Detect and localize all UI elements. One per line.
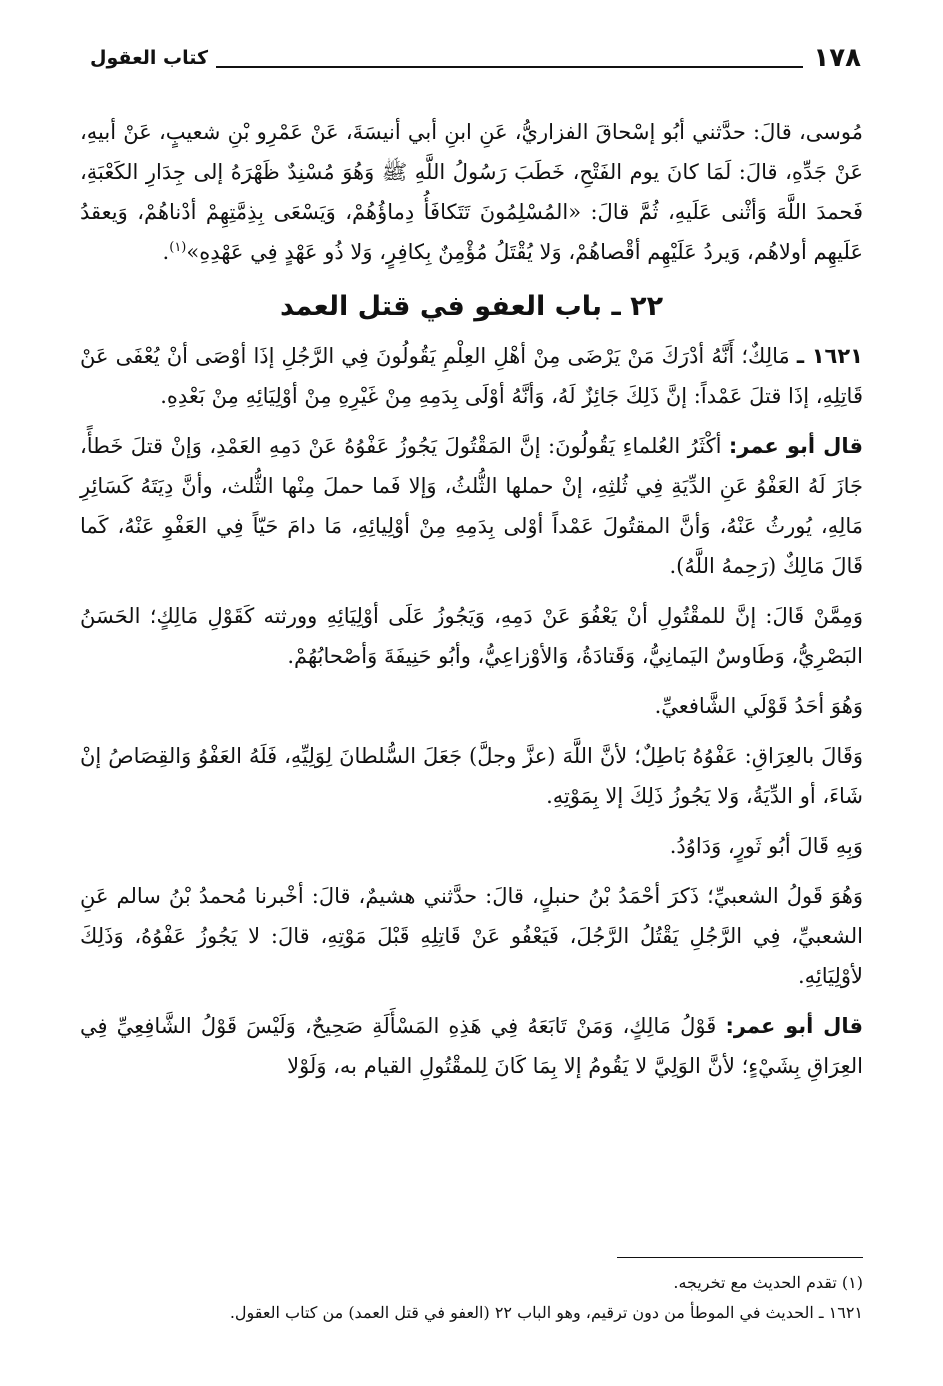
footnote: (١) تقدم الحديث مع تخريجه. bbox=[673, 1273, 863, 1292]
running-header bbox=[90, 28, 861, 78]
paragraph bbox=[80, 112, 863, 272]
paragraph: وَمِمَّنْ قَالَ: إنَّ للمقْتُولِ أنْ يَعْفُوَ عَنْ دَمِهِ، وَيَجُوزُ عَلَى أوْلِيَائِهِ وورثته كَقَوْلِ مَالِكٍ؛ الحَسَنُ البَصْرِيُّ، وَطَاوسٌ اليَمانِيُّ، وَقَتادَةُ، وَالأوْزاعِيُّ، وأبُو حَنِيفَةَ وَأصْحابُهُمْ. bbox=[80, 604, 863, 668]
speaker-label: قال أبو عمر: bbox=[725, 1014, 863, 1038]
footnote-divider bbox=[617, 1257, 863, 1258]
hadith-number: ١٦٢١ ـ bbox=[796, 344, 863, 368]
paragraph: وَبِهِ قَالَ أبُو ثَورٍ، وَدَاوُدُ. bbox=[669, 834, 863, 858]
paragraph: وَهُوَ قَولُ الشعبيِّ؛ ذَكرَ أحْمَدُ بْنُ حنبلٍ، قالَ: حدَّثني هشيمٌ، قالَ: أخْبرنا مُحمدُ بْنُ سالم عَنِ الشعبيِّ، فِي الرَّجُلِ يَقْتُلُ الرَّجُلَ، فَيَعْفُو عَنْ قَاتِلِهِ قَبْلَ مَوْتِهِ، قالَ: لا يَجُوزُ عَفْوُهُ، وَذَلِكَ لأوْلِيَائِهِ. bbox=[80, 884, 863, 988]
paragraph-text: مُوسى، قالَ: حدَّثني أبُو إسْحاقَ الفزاريُّ، عَنِ ابنِ أبي أنيسَةَ، عَنْ عَمْرِو بْنِ شعيبٍ، عَنْ أبيهِ، عَنْ جَدِّهِ، قالَ: لَمَا كانَ يوم الفَتْحِ، خَطَبَ رَسُولُ اللَّهِ ﷺ وَهُوَ مُسْنِدٌ ظَهْرَهُ إلى جِدَارِ الكَعْبَةِ، فَحمدَ اللَّهَ وَأثْنى عَلَيهِ، ثُمَّ قالَ: «المُسْلِمُونَ تَتَكافَأُ دِماؤُهُمْ، وَيَسْعَى بِذِمَّتِهِمْ أدْناهُمْ، وَيعقدُ عَلَيهِم أولاهُم، وَيردُ عَلَيْهِم أقْصاهُمْ، وَلا يُقْتَلُ مُؤْمِنٌ بِكافِرٍ، وَلا ذُو عَهْدٍ فِي عَهْدِهِ» bbox=[80, 120, 863, 264]
footnote-reference: (١) bbox=[169, 240, 187, 255]
footnotes bbox=[80, 1268, 863, 1328]
speaker-label: قال أبو عمر: bbox=[728, 434, 863, 458]
footnote: ١٦٢١ ـ الحديث في الموطأ من دون ترقيم، وهو الباب ٢٢ (العفو في قتل العمد) من كتاب العقول. bbox=[229, 1303, 863, 1322]
paragraph-text: مَالِكٌ؛ أَنَّهُ أدْرَكَ مَنْ يَرْضَى مِنْ أهْلِ العِلْمِ يَقُولُونَ فِي الرَّجُلِ إذَا أوْصَى أنْ يُعْفَى عَنْ قَاتِلِهِ، إذَا قتلَ عَمْداً: إنَّ ذَلِكَ جَائِزٌ لَهُ، وَأنَّهُ أوْلَى بِدَمِهِ مِنْ غَيْرِهِ مِنْ أوْلِيَائِهِ مِنْ بَعْدِهِ. bbox=[80, 344, 863, 408]
section-heading: ٢٢ ـ باب العفو في قتل العمد bbox=[279, 291, 664, 322]
header-rule bbox=[216, 66, 803, 68]
main-text bbox=[80, 112, 863, 1096]
paragraph bbox=[80, 336, 863, 416]
page-number: ١٧٨ bbox=[813, 43, 861, 73]
paragraph-text: قَوْلُ مَالِكٍ، وَمَنْ تَابَعَهُ فِي هَذِهِ المَسْأَلَةِ صَحِيحٌ، وَلَيْسَ قَوْلُ الشَّافِعِيِّ فِي العِرَاقِ بِشَيْءٍ؛ لأنَّ الوَلِيَّ لا يَقُومُ إلا بِمَا كَانَ لِلمقْتُولِ القيام به، وَلَوْلا bbox=[80, 1014, 863, 1078]
paragraph-end: . bbox=[162, 240, 170, 264]
book-title: كتاب العقول bbox=[90, 47, 209, 69]
paragraph bbox=[80, 426, 863, 586]
paragraph-text: أكْثَرُ العُلماءِ يَقُولُونَ: إنَّ المَقْتُولَ يَجُوزُ عَفْوُهُ عَنْ دَمِهِ العَمْدِ، وَإنْ قتلَ خَطأً، جَازَ لَهُ العَفْوُ عَنِ الدِّيَةِ فِي ثُلثِهِ، إنْ حملها الثُّلثُ، وَإلا فَما حملَ مِنْها الثُّلث، وأنَّ دِيَتَهُ كَسَائِرِ مَالِهِ، يُورثُ عَنْهُ، وَأنَّ المقتُولَ عَمْداً أوْلى بِدَمِهِ مِنْ أوْلِيائِهِ، مَا دامَ حَيّاً فِي العَفْوِ عَنْهُ، كَما قَالَ مَالِكٌ (رَحِمهُ اللَّهُ). bbox=[80, 434, 863, 578]
paragraph: وَقَالَ بالعِرَاقِ: عَفْوُهُ بَاطِلٌ؛ لأنَّ اللَّهَ (عزَّ وجلَّ) جَعَلَ السُّلطانَ لِوَلِيِّهِ، فَلَهُ العَفْوُ وَالقِصَاصُ إنْ شَاءَ، أو الدِّيَةُ، وَلا يَجُوزُ ذَلِكَ إلا بِمَوْتِهِ. bbox=[80, 744, 863, 808]
paragraph: وَهُوَ أحَدُ قَوْلَي الشَّافعيِّ. bbox=[654, 694, 863, 718]
paragraph bbox=[80, 1006, 863, 1086]
